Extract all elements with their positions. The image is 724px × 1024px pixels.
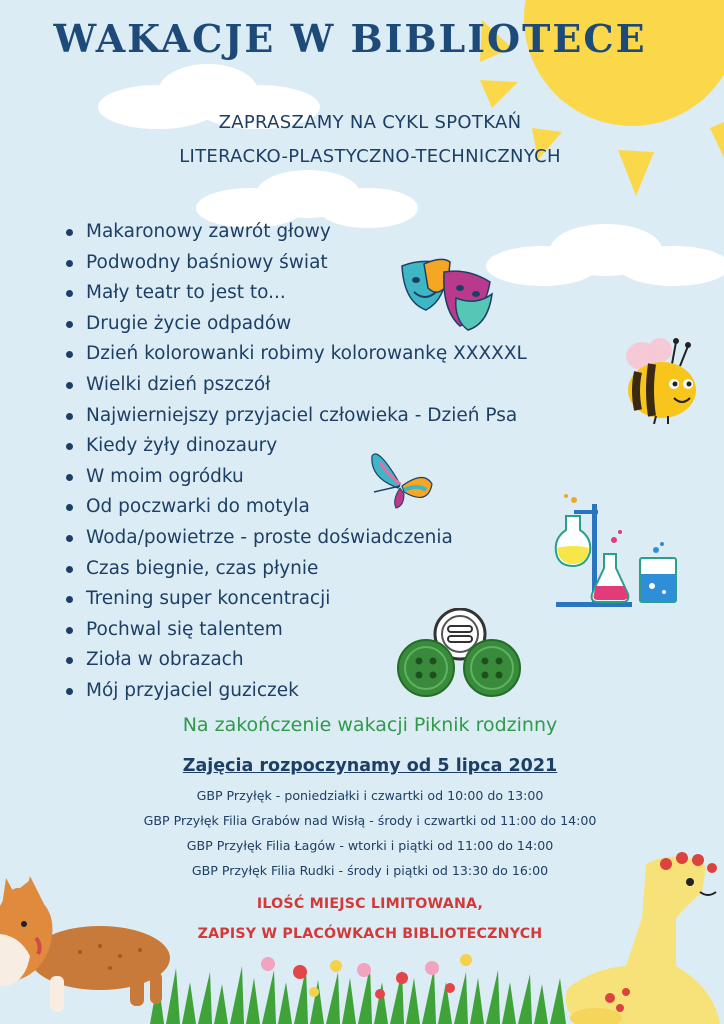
schedule-line: GBP Przyłęk Filia Grabów nad Wisłą - środy i czwartki od 11:00 do 14:00 [143, 813, 597, 828]
list-item: Podwodny baśniowy świat [64, 248, 527, 279]
list-item: Zioła w obrazach [64, 645, 527, 676]
list-item: Drugie życie odpadów [64, 309, 527, 340]
list-item: Wielki dzień pszczół [64, 370, 527, 401]
sewing-buttons-icon [396, 608, 522, 698]
list-item: W moim ogródku [64, 462, 527, 493]
schedule-line: GBP Przyłęk - poniedziałki i czwartki od 10:00 do 13:00 [196, 788, 544, 803]
list-item: Dzień kolorowanki robimy kolorowankę XXXXXL [64, 339, 527, 370]
grass-flowers-icon [150, 948, 570, 1024]
notice-signup: ZAPISY W PLACÓWKACH BIBLIOTECZNYCH [197, 926, 543, 942]
subtitle-line-2: LITERACKO-PLASTYCZNO-TECHNICZNYCH [179, 146, 561, 167]
lab-flasks-icon [552, 494, 682, 608]
list-item: Trening super koncentracji [64, 584, 527, 615]
schedule-line: GBP Przyłęk Filia Rudki - środy i piątki od 13:30 do 16:00 [191, 863, 549, 878]
notice-limited: ILOŚĆ MIEJSC LIMITOWANA, [256, 896, 484, 912]
bee-icon [620, 334, 700, 424]
corgi-dog-icon [0, 876, 180, 1024]
theater-masks-icon [398, 258, 494, 332]
list-item: Mały teatr to jest to... [64, 278, 527, 309]
finale-text: Na zakończenie wakacji Piknik rodzinny [182, 714, 558, 736]
dinosaur-icon [560, 848, 724, 1024]
page-title: WAKACJE W BIBLIOTECE [53, 16, 647, 61]
list-item: Pochwal się talentem [64, 615, 527, 646]
butterfly-icon [370, 444, 434, 512]
list-item: Woda/powietrze - proste doświadczenia [64, 523, 527, 554]
list-item: Od poczwarki do motyla [64, 492, 527, 523]
start-date-heading: Zajęcia rozpoczynamy od 5 lipca 2021 [182, 756, 558, 776]
list-item: Mój przyjaciel guziczek [64, 676, 527, 707]
schedule-line: GBP Przyłęk Filia Łagów - wtorki i piątki od 11:00 do 14:00 [186, 838, 554, 853]
list-item: Czas biegnie, czas płynie [64, 554, 527, 585]
list-item: Kiedy żyły dinozaury [64, 431, 527, 462]
list-item: Najwierniejszy przyjaciel człowieka - Dzień Psa [64, 401, 527, 432]
list-item: Makaronowy zawrót głowy [64, 217, 527, 248]
subtitle-line-1: ZAPRASZAMY NA CYKL SPOTKAŃ [218, 112, 522, 133]
